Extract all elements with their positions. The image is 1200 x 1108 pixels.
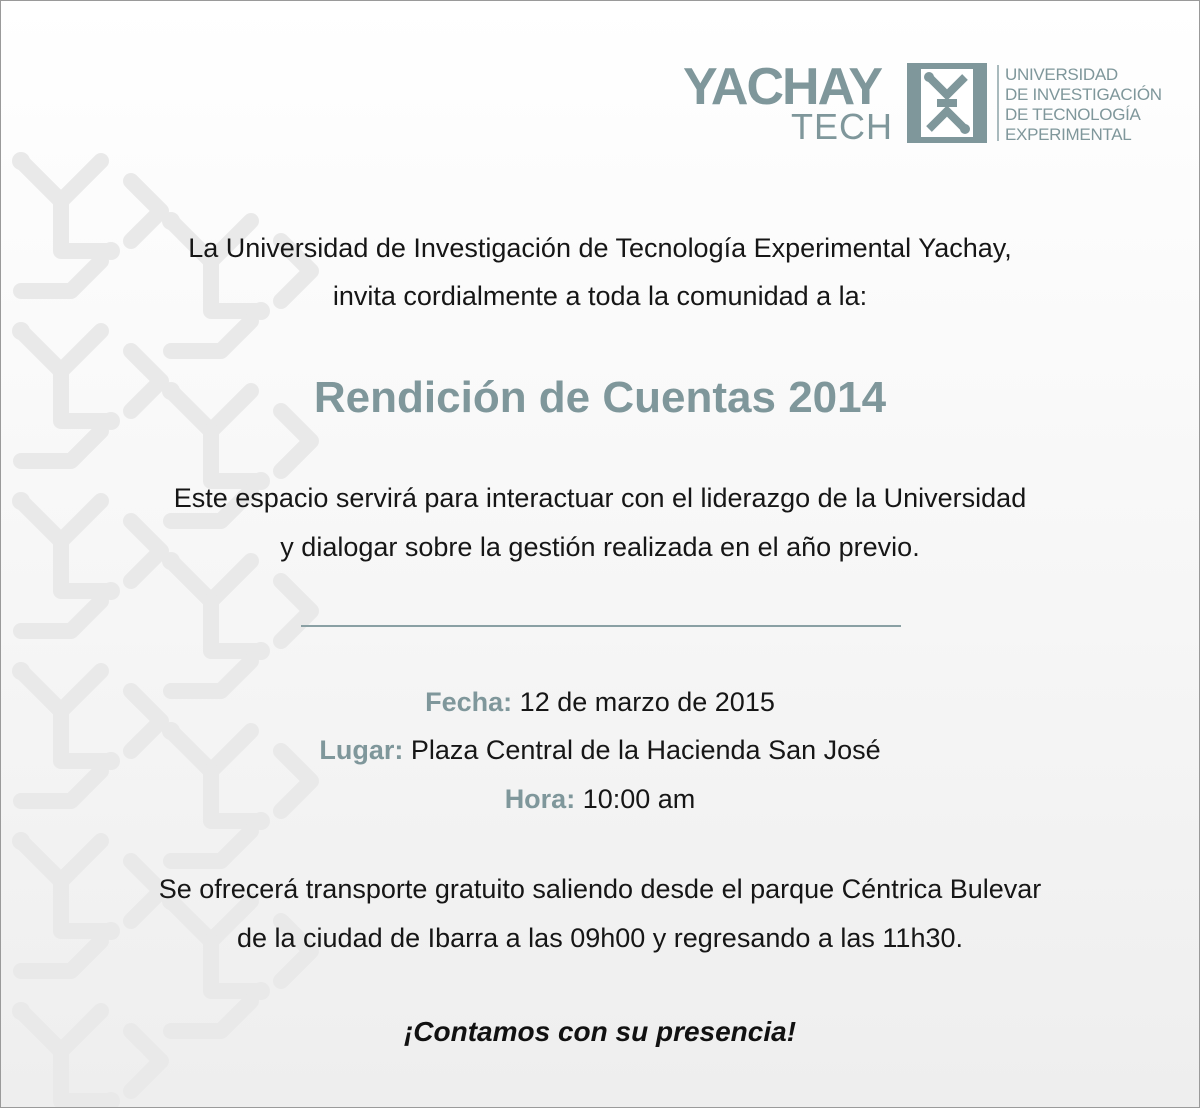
section-divider (301, 625, 901, 627)
detail-lugar (1, 734, 1199, 766)
fecha-label: Fecha: (425, 687, 513, 717)
detail-hora (1, 783, 1199, 815)
logo-wordmark-tech: TECH (791, 106, 893, 147)
logo-university-name (1005, 65, 1162, 145)
transport-line-1: Se ofrecerá transporte gratuito saliendo desde el parque Céntrica Bulevar (158, 874, 1042, 904)
logo-univ-line: EXPERIMENTAL (1005, 125, 1132, 144)
hora-label: Hora: (504, 784, 576, 814)
logo-wordmark-yachay: YACHAY (683, 58, 882, 116)
lugar-value: Plaza Central de la Hacienda San José (410, 735, 881, 765)
logo-univ-line: DE TECNOLOGÍA (1005, 105, 1141, 124)
detail-fecha (1, 686, 1199, 718)
fecha-value: 12 de marzo de 2015 (519, 687, 775, 717)
intro-line-2: invita cordialmente a toda la comunidad a la: (332, 281, 868, 311)
lugar-label: Lugar: (319, 735, 404, 765)
event-title: Rendición de Cuentas 2014 (313, 373, 887, 422)
description-line-1: Este espacio servirá para interactuar con el liderazgo de la Universidad (173, 483, 1027, 513)
closing-message: ¡Contamos con su presencia! (403, 1016, 797, 1047)
hora-value: 10:00 am (582, 784, 696, 814)
logo-separator (997, 65, 999, 141)
description-line-2: y dialogar sobre la gestión realizada en el año previo. (280, 532, 920, 562)
transport-line-2: de la ciudad de Ibarra a las 09h00 y regresando a las 11h30. (236, 923, 963, 953)
logo-emblem-icon (907, 63, 987, 143)
intro-line-1: La Universidad de Investigación de Tecnología Experimental Yachay, (188, 233, 1012, 263)
logo-univ-line: DE INVESTIGACIÓN (1005, 85, 1162, 104)
yachay-tech-logo (683, 58, 1162, 147)
logo-univ-line: UNIVERSIDAD (1005, 65, 1118, 84)
